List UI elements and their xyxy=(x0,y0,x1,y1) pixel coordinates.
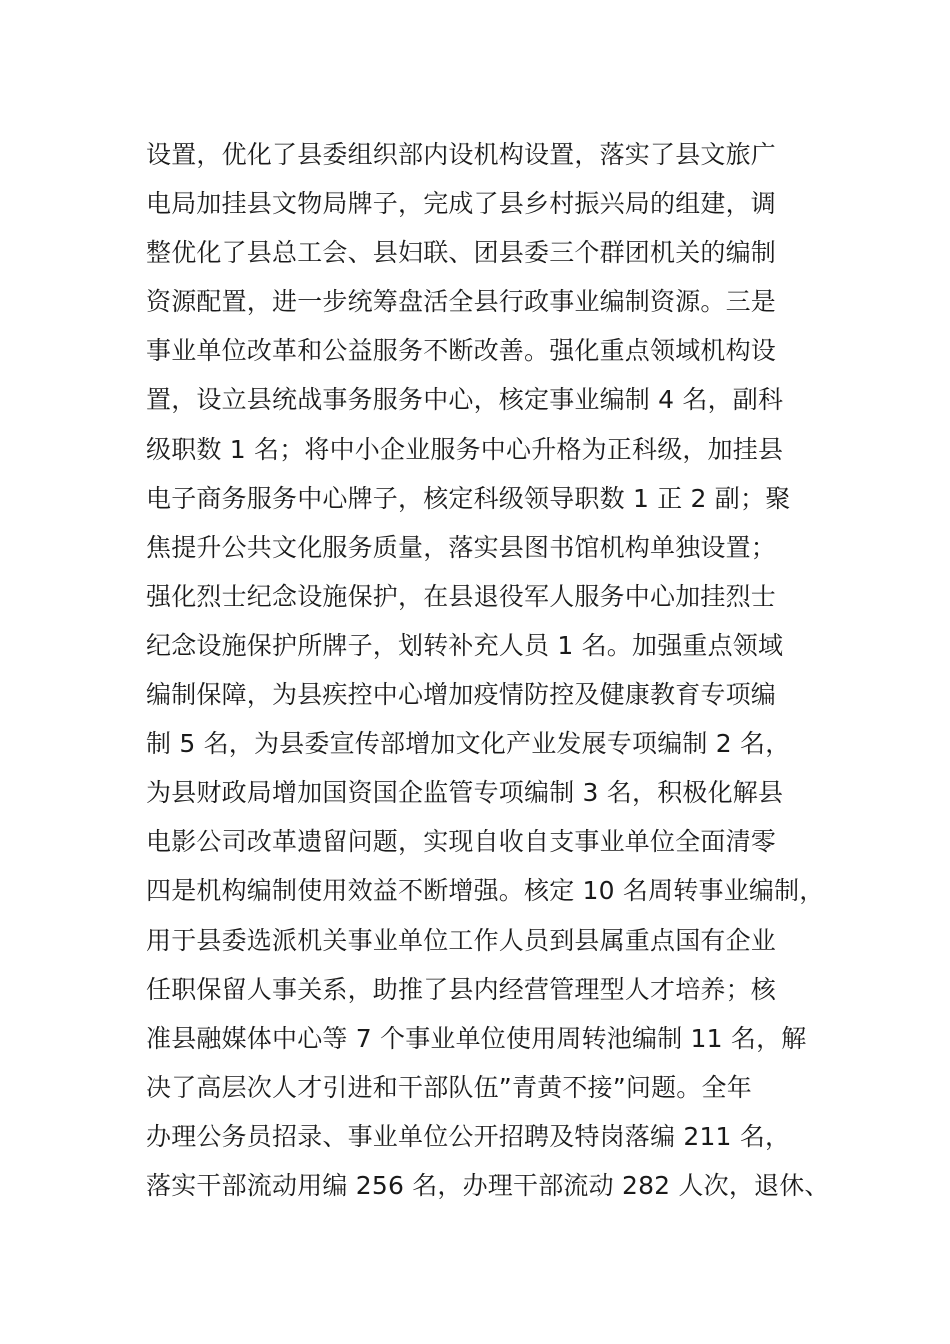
text-line: 电影公司改革遗留问题，实现自收自支事业单位全面清零 xyxy=(146,827,777,857)
text-line: 事业单位改革和公益服务不断改善。强化重点领域机构设 xyxy=(146,336,777,366)
body-paragraph xyxy=(146,130,836,1210)
text-line: 任职保留人事关系，助推了县内经营管理型人才培养；核 xyxy=(146,974,777,1004)
text-line: 落实干部流动用编 256 名，办理干部流动 282 人次，退休、 xyxy=(146,1170,830,1200)
text-line: 决了高层次人才引进和干部队伍”青黄不接”问题。全年 xyxy=(146,1072,752,1102)
text-line: 编制保障，为县疾控中心增加疫情防控及健康教育专项编 xyxy=(146,680,777,710)
text-line: 置，设立县统战事务服务中心，核定事业编制 4 名，副科 xyxy=(146,385,784,415)
text-line: 整优化了县总工会、县妇联、团县委三个群团机关的编制 xyxy=(146,238,777,268)
text-line: 电局加挂县文物局牌子，完成了县乡村振兴局的组建，调 xyxy=(146,189,777,219)
text-line: 四是机构编制使用效益不断增强。核定 10 名周转事业编制， xyxy=(146,876,825,906)
text-line: 准县融媒体中心等 7 个事业单位使用周转池编制 11 名，解 xyxy=(146,1023,807,1053)
text-line: 级职数 1 名；将中小企业服务中心升格为正科级，加挂县 xyxy=(146,434,784,464)
text-line: 强化烈士纪念设施保护，在县退役军人服务中心加挂烈士 xyxy=(146,581,777,611)
text-line: 资源配置，进一步统筹盘活全县行政事业编制资源。三是 xyxy=(146,287,777,317)
text-line: 为县财政局增加国资国企监管专项编制 3 名，积极化解县 xyxy=(146,778,784,808)
text-line: 办理公务员招录、事业单位公开招聘及特岗落编 211 名， xyxy=(146,1121,791,1151)
text-line: 电子商务服务中心牌子，核定科级领导职数 1 正 2 副；聚 xyxy=(146,483,791,513)
text-line: 焦提升公共文化服务质量，落实县图书馆机构单独设置； xyxy=(146,532,777,562)
text-line: 制 5 名，为县委宣传部增加文化产业发展专项编制 2 名， xyxy=(146,729,791,759)
text-line: 纪念设施保护所牌子，划转补充人员 1 名。加强重点领域 xyxy=(146,630,784,660)
text-line: 用于县委选派机关事业单位工作人员到县属重点国有企业 xyxy=(146,925,777,955)
text-line: 设置，优化了县委组织部内设机构设置，落实了县文旅广 xyxy=(146,140,777,169)
